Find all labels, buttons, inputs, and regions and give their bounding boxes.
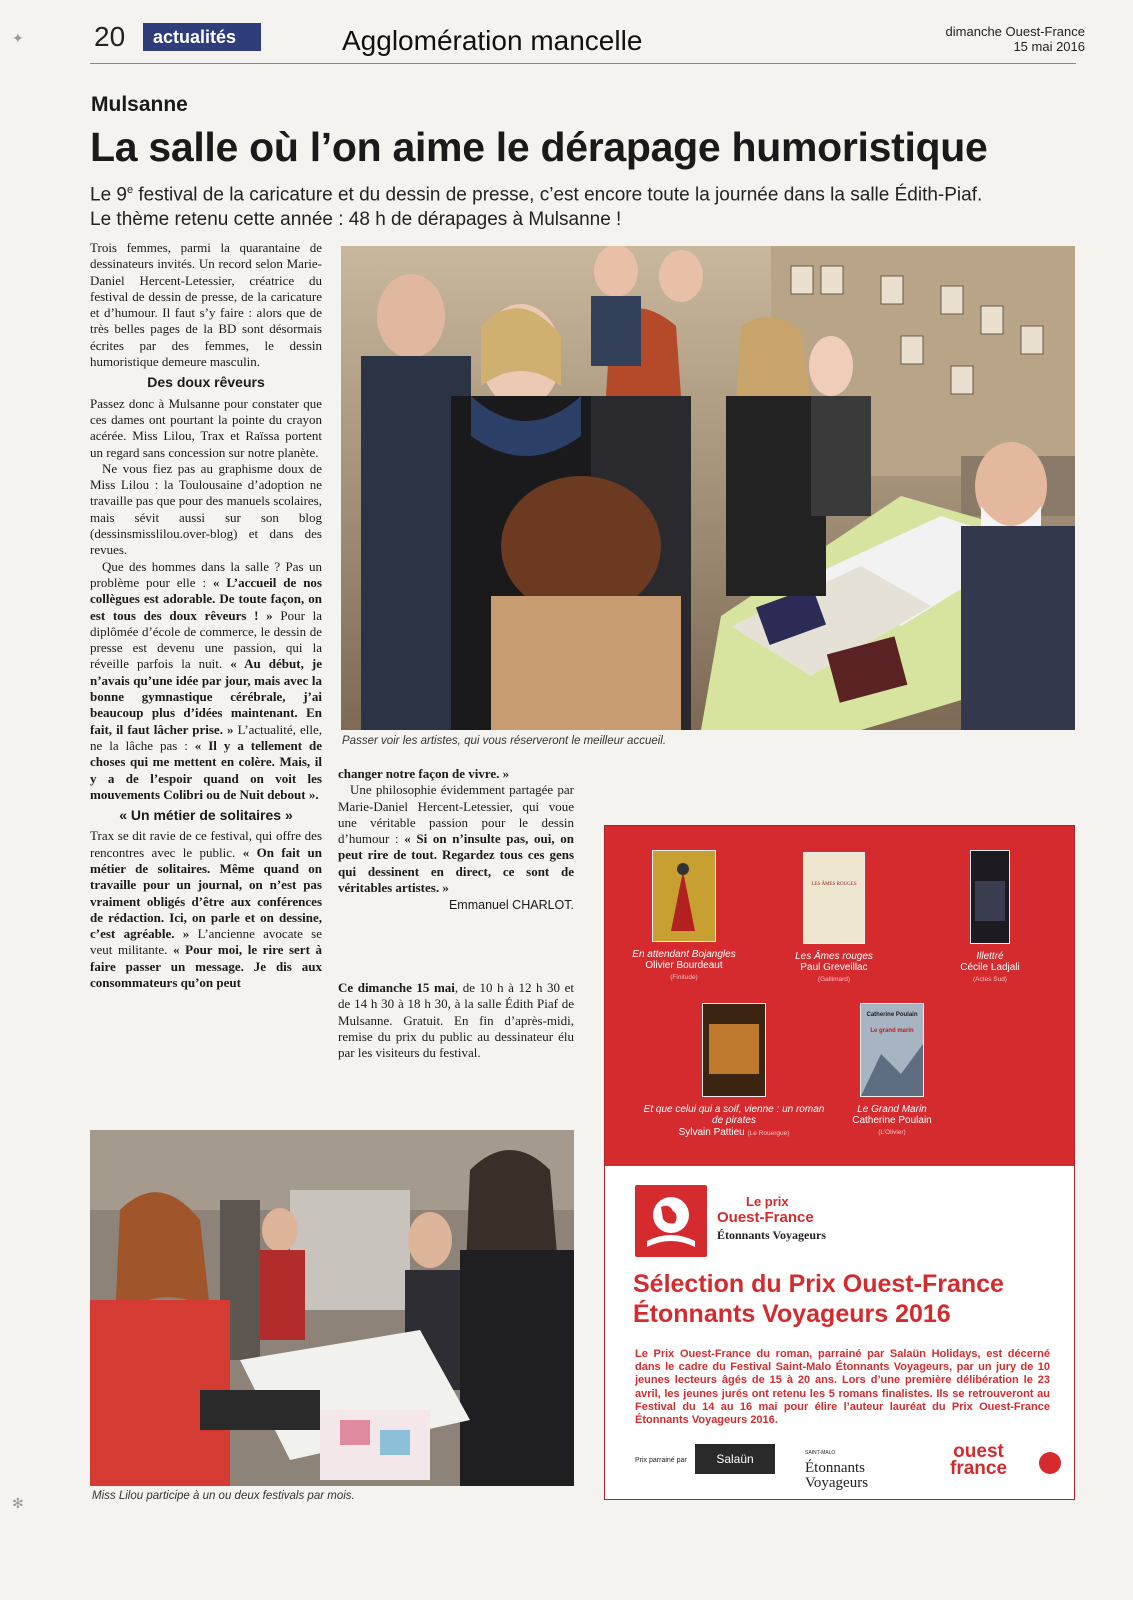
info-date: Ce dimanche 15 mai [338, 980, 455, 995]
margin-mark: ✻ [12, 1495, 24, 1511]
paragraph [90, 828, 322, 991]
festival-logo [805, 1446, 915, 1491]
book-publisher: (Finitude) [670, 973, 698, 981]
book-selection-panel [605, 826, 1074, 1166]
margin-mark: ✦ [12, 30, 24, 46]
article-locality: Mulsanne [91, 93, 188, 116]
logo-line: france [950, 1458, 1008, 1479]
text-run: Que des hommes dans la salle ? Pas un problème pour elle : [90, 558, 322, 590]
page-region-title: Agglomération mancelle [342, 25, 643, 56]
standfirst-part: Le 9 [90, 184, 127, 206]
book-item [925, 851, 1055, 985]
sponsor-label: Prix parrainé par [635, 1457, 687, 1464]
festival-logo-name: Étonnants Voyageurs [805, 1460, 869, 1491]
header-rule [90, 63, 1076, 64]
text-run: Pour la diplômée d’école de commerce, le dessin de presse est devenu une passion, qui la réveille parfois la nuit. [90, 607, 322, 672]
quote: « On fait un métier de solitaires. Même quand on travaille pour un journal, on n’est pas vraiment obligés d’être aux conférences de rédaction. Ici, on parle et on dessine, c’est agréable. » [90, 844, 322, 942]
text-run: L’actualité, elle, ne la lâche pas : [90, 721, 322, 753]
author-signature: Emmanuel CHARLOT. [448, 898, 574, 913]
ad-title-line: Sélection du Prix Ouest-France [633, 1270, 1004, 1298]
quote: « Il y a tellement de choses qui me mettent en colère. Mais, il y a de l’espoir quand on voit les mouvements Colibri ou de Nuit debout ». [90, 737, 323, 802]
book-item [619, 851, 749, 983]
cover-title: Le grand marin [870, 1028, 914, 1034]
book-title: Les Âmes rouges [795, 950, 873, 962]
paragraph: changer notre façon de vivre. » [338, 766, 510, 781]
photo-caption: Miss Lilou participe à un ou deux festivals par mois. [92, 1490, 355, 1502]
book-author: Paul Greveillac [800, 962, 868, 973]
ad-title [633, 1269, 1063, 1329]
ouest-france-logo-mark [1039, 1452, 1061, 1474]
practical-info [338, 980, 574, 1061]
page-number: 20 [94, 21, 126, 52]
standfirst-sup: e [126, 184, 134, 196]
text-run: Une philosophie évidemment partagée par Marie-Daniel Hercent-Letessier, qui voue une véritable passion pour le dessin d’humour : [338, 782, 574, 847]
edition-name: dimanche Ouest-France [945, 24, 1085, 39]
logo-line: ouest [953, 1441, 1004, 1462]
book-publisher: (Le Rouergue) [747, 1129, 790, 1137]
paragraph: Ne vous fiez pas au graphisme doux de Miss Lilou : la Toulousaine d’adoption ne travaille pas que pour des manuels scolaires, mais sévit aussi sur son blog (dessinsmisslilou.over-blog) et dans des revues. [90, 460, 322, 558]
book-title: Le Grand Marin [857, 1103, 927, 1115]
paragraph [90, 559, 322, 803]
ad-title-line: Étonnants Voyageurs 2016 [633, 1300, 951, 1328]
book-cover [861, 1004, 923, 1096]
info-text: , de 10 h à 12 h 30 et de 14 h 30 à 18 h 30, à la salle Édith Piaf de Mulsanne. Gratuit. En fin d’après-midi, remise du prix du public au dessinateur élu par les visiteurs du festival. [338, 980, 574, 1061]
text-run: Trax se dit ravie de ce festival, qui offre des rencontres avec le public. [90, 828, 322, 860]
paragraph [338, 782, 574, 896]
photo-illustration [90, 1130, 574, 1486]
prize-advertisement [604, 825, 1075, 1500]
book-cover [703, 1004, 765, 1096]
section-tag: actualités [143, 23, 261, 51]
festival-logo-city: SAINT-MALO [805, 1450, 836, 1456]
book-publisher: (L’Olivier) [878, 1128, 906, 1136]
miss-lilou-photo [90, 1130, 574, 1486]
book-item [639, 1004, 829, 1139]
edition-date-text: 15 mai 2016 [1013, 39, 1085, 54]
article-headline: La salle où l’on aime le dérapage humoristique [90, 124, 988, 170]
book-publisher: (Actes Sud) [973, 975, 1007, 983]
book-author: Catherine Poulain [852, 1115, 932, 1126]
book-author: Olivier Bourdeaut [645, 960, 723, 971]
book-item [827, 1004, 957, 1138]
quote: « Si on n’insulte pas, oui, on peut rire de tout. Regardez tous ces gens qui dessinent en direct, ce sont de véritables artistes. » [338, 831, 574, 896]
quote: « L’accueil de nos collègues est adorable. De toute façon, on est tous des doux rêveurs ! » [90, 574, 322, 623]
book-author [639, 1127, 829, 1140]
cover-author: Catherine Poulain [866, 1012, 918, 1018]
book-publisher: (Gallimard) [817, 975, 851, 983]
paragraph: Passez donc à Mulsanne pour constater que ces dames ont pourtant la pointe du crayon acérée. Miss Lilou, Trax et Raïssa portent un regard sans concession sur notre planète. [90, 395, 322, 460]
book-cover [971, 851, 1009, 943]
prize-logo [635, 1185, 707, 1257]
book-title: Et que celui qui a soif, vienne : un roman de pirates [643, 1103, 825, 1126]
photo-illustration [341, 246, 1075, 730]
text-run: L’ancienne avocate se veut militante. [90, 926, 322, 958]
ouest-france-logo [950, 1443, 1007, 1477]
prize-event: Étonnants Voyageurs [717, 1228, 827, 1242]
photo-caption: Passer voir les artistes, qui vous réserveront le meilleur accueil. [342, 735, 667, 747]
prize-name: Ouest-France [717, 1209, 814, 1226]
cover-text: LES ÂMES ROUGES [811, 882, 857, 887]
book-title: En attendant Bojangles [632, 948, 736, 960]
prize-label: Le prix [746, 1194, 789, 1209]
book-author: Cécile Ladjali [960, 962, 1020, 973]
quote: « Au début, je n’avais qu’une idée par jour, mais avec la bonne gymnastique cérébrale, j’ai beaucoup plus d’idées maintenant. En fait, il faut lâcher prise. » [90, 656, 322, 737]
subheading: « Un métier de solitaires » [119, 807, 293, 824]
edition-date [946, 24, 1085, 54]
book-cover [804, 853, 864, 943]
festival-crowd-photo [341, 246, 1075, 730]
globe-book-icon [635, 1185, 707, 1257]
paragraph: Trois femmes, parmi la quarantaine de dessinateurs invités. Un record selon Marie-Daniel Hercent-Letessier, créatrice du festival de dessin de presse, de la caricature et d’humour. Il faut s’y faire : alors que de très belles pages de la BD sont désormais écrites par des femmes, le dessin humoristique demeure masculin. [90, 240, 322, 370]
sponsor-logo: Salaün [695, 1444, 775, 1474]
book-author-name: Sylvain Pattieu [678, 1126, 745, 1138]
book-item [769, 853, 899, 985]
article-column-1 [90, 240, 322, 991]
paragraph [338, 980, 574, 1061]
subheading: Des doux rêveurs [147, 374, 265, 391]
article-column-2 [338, 766, 574, 914]
article-standfirst [90, 178, 990, 232]
book-title: Illettré [976, 950, 1004, 962]
quote: « Pour moi, le rire sert à faire passer un message. Je dis aux consommateurs qu’on peut [90, 942, 322, 991]
standfirst-part: festival de la caricature et du dessin de presse, c’est encore toute la journée dans la salle Édith-Piaf. Le thème retenu cette année : 48 h de dérapages à Mulsanne ! [90, 184, 983, 231]
ad-body-text: Le Prix Ouest-France du roman, parrainé par Salaün Holidays, est décerné dans le cadre du Festival Saint-Malo Étonnants Voyageurs, par un jury de 10 jeunes lecteurs âgés de 15 à 20 ans. Lors d’une première délibération le 23 avril, les jeunes jurés ont retenu les 5 romans finalistes. Ils se retrouveront au Festival du 14 au 16 mai pour élire l’auteur lauréat du Prix Ouest-France Étonnants Voyageurs 2016. [635, 1348, 1050, 1427]
book-cover [653, 851, 715, 941]
